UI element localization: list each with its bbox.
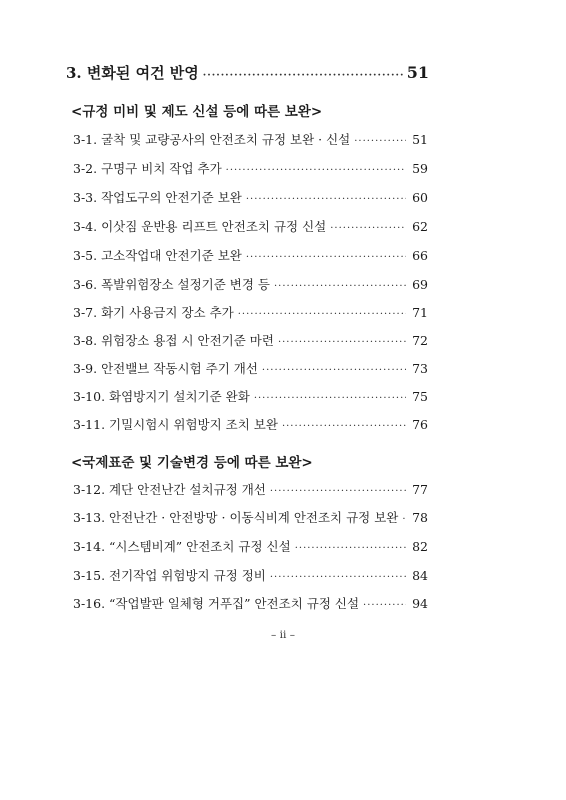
toc-entry [73, 387, 428, 405]
toc-entry [73, 415, 428, 433]
dot-leader [246, 252, 406, 263]
entry-title: 3-1. 굴착 및 교량공사의 안전조치 규정 보완 · 신설 [73, 132, 351, 147]
entry-page-number: 69 [412, 277, 428, 292]
toc-entry [73, 359, 428, 377]
entry-page-number: 71 [412, 305, 428, 320]
entry-title: 3-13. 안전난간 · 안전방망 · 이동식비계 안전조치 규정 보완 [73, 510, 399, 525]
dot-leader [282, 421, 406, 432]
toc-entry [73, 130, 428, 148]
entry-title: 3-8. 위험장소 용접 시 안전기준 마련 [73, 333, 274, 348]
toc-entry [73, 217, 428, 235]
dot-leader [226, 165, 406, 176]
dot-leader [270, 486, 406, 497]
dot-leader [278, 337, 406, 348]
dot-leader [203, 70, 403, 81]
entry-title: 3-2. 구명구 비치 작업 추가 [73, 161, 222, 176]
dot-leader [270, 572, 406, 583]
dot-leader [402, 514, 406, 525]
entry-page-number: 73 [412, 361, 428, 376]
entry-title: 3-7. 화기 사용금지 장소 추가 [73, 305, 234, 320]
entry-title: 3-11. 기밀시험시 위험방지 조치 보완 [73, 417, 278, 432]
toc-entry [73, 303, 428, 321]
entry-page-number: 62 [412, 219, 428, 234]
chapter-title: 3. 변화된 여건 반영 [66, 64, 199, 82]
entry-title: 3-16. “작업발판 일체형 거푸집” 안전조치 규정 신설 [73, 596, 360, 611]
dot-leader [274, 281, 406, 292]
entry-page-number: 84 [412, 568, 428, 583]
entry-page-number: 78 [412, 510, 428, 525]
dot-leader [262, 365, 406, 376]
toc-entry [73, 331, 428, 349]
entry-page-number: 51 [412, 132, 428, 147]
toc-entry [73, 480, 428, 498]
entry-page-number: 72 [412, 333, 428, 348]
entry-title: 3-3. 작업도구의 안전기준 보완 [73, 190, 242, 205]
toc-entry [73, 594, 428, 612]
dot-leader [254, 393, 406, 404]
toc-entry [73, 159, 428, 177]
dot-leader [330, 223, 406, 234]
toc-entry [73, 508, 428, 526]
dot-leader [246, 194, 406, 205]
entry-title: 3-9. 안전밸브 작동시험 주기 개선 [73, 361, 258, 376]
entry-page-number: 66 [412, 248, 428, 263]
entry-title: 3-6. 폭발위험장소 설정기준 변경 등 [73, 277, 270, 292]
toc-entry [73, 537, 428, 555]
dot-leader [295, 543, 406, 554]
entry-page-number: 76 [412, 417, 428, 432]
entry-title: 3-4. 이삿짐 운반용 리프트 안전조치 규정 신설 [73, 219, 327, 234]
entry-title: 3-5. 고소작업대 안전기준 보완 [73, 248, 242, 263]
section-heading: <규정 미비 및 제도 신설 등에 따른 보완> [71, 104, 323, 120]
dot-leader [354, 136, 406, 147]
entry-title: 3-10. 화염방지기 설치기준 완화 [73, 389, 250, 404]
dot-leader [238, 309, 406, 320]
entry-page-number: 75 [412, 389, 428, 404]
chapter-page-number: 51 [406, 63, 429, 82]
entry-title: 3-15. 전기작업 위험방지 규정 정비 [73, 568, 266, 583]
toc-entry [73, 188, 428, 206]
entry-title: 3-14. “시스템비계” 안전조치 규정 신설 [73, 539, 291, 554]
entry-page-number: 60 [412, 190, 428, 205]
page-footer-number: – ii – [271, 629, 295, 641]
section-heading: <국제표준 및 기술변경 등에 따른 보완> [71, 455, 313, 471]
toc-entry [73, 566, 428, 584]
dot-leader [363, 600, 406, 611]
toc-entry [73, 246, 428, 264]
toc-entry [73, 275, 428, 293]
entry-page-number: 94 [412, 596, 428, 611]
entry-title: 3-12. 계단 안전난간 설치규정 개선 [73, 482, 266, 497]
entry-page-number: 82 [412, 539, 428, 554]
entry-page-number: 59 [412, 161, 428, 176]
entry-page-number: 77 [412, 482, 428, 497]
toc-chapter-row [66, 62, 429, 83]
